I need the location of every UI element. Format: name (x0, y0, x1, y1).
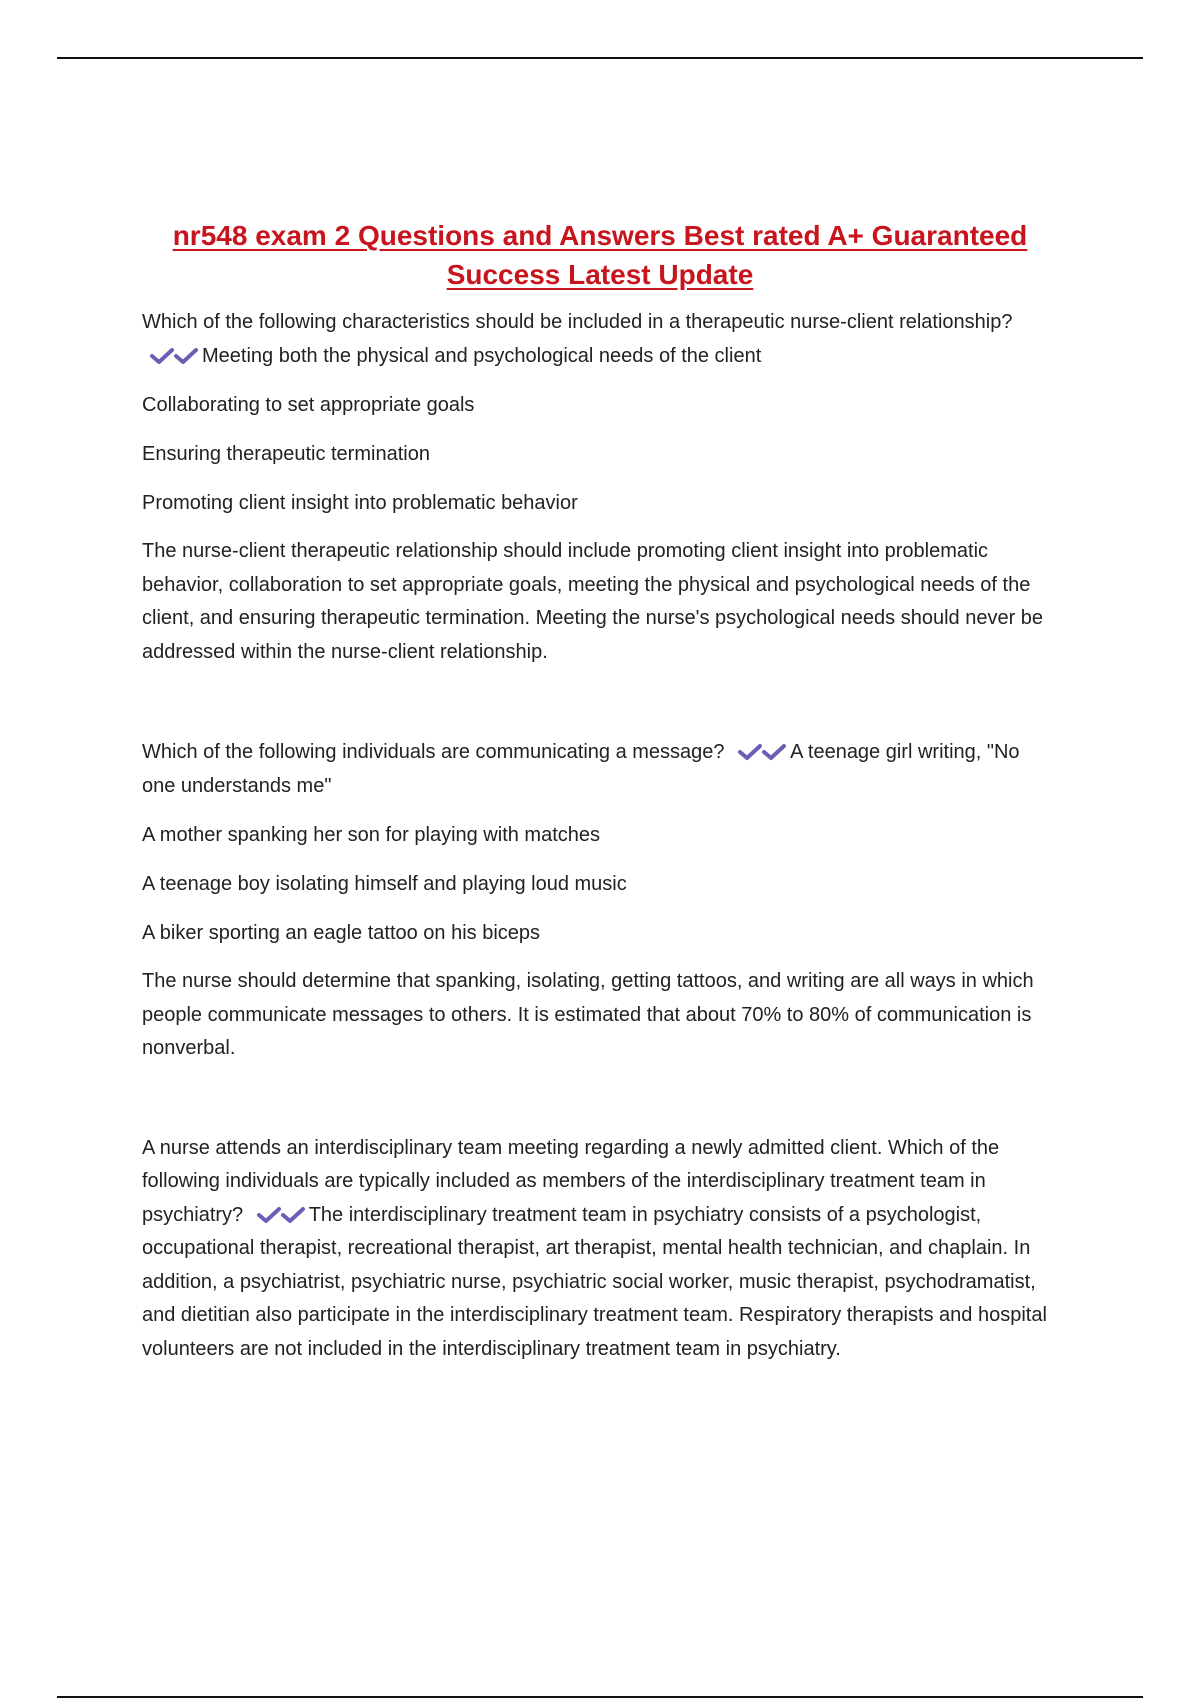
question-2-answer: A teenage girl writing, "No one understands me" (142, 741, 1020, 797)
question-1-answer: Meeting both the physical and psychological needs of the client (202, 345, 762, 367)
question-2-explanation: The nurse should determine that spanking, isolating, getting tattoos, and writing are all ways in which people communicate messages to others. It is estimated that about 70% to 80% of communication is nonverbal. (142, 970, 1034, 1059)
check-icon (738, 743, 762, 761)
check-icon (150, 347, 174, 365)
question-1-option: Collaborating to set appropriate goals (142, 394, 475, 416)
question-2-option: A biker sporting an eagle tattoo on his biceps (142, 922, 541, 944)
question-1-explanation: The nurse-client therapeutic relationship should include promoting client insight into problematic behavior, collaboration to set appropriate goals, meeting the physical and psychological needs of the client, and ensuring therapeutic termination. Meeting the nurse's psychological needs should never be addressed within the nurse-client relationship. (142, 540, 1044, 663)
answer-checkmarks (738, 735, 786, 769)
question-2 (142, 735, 1057, 803)
question-2-option: A mother spanking her son for playing with matches (142, 824, 601, 846)
top-rule (57, 57, 1143, 59)
section-spacer (142, 684, 1057, 735)
section-spacer (142, 1081, 1057, 1132)
question-1-text: Which of the following characteristics should be included in a therapeutic nurse-client relationship? (142, 311, 1013, 333)
question-3 (142, 1132, 1057, 1367)
question-2-text: Which of the following individuals are communicating a message? (142, 741, 725, 763)
document-title (130, 216, 1070, 294)
question-1 (142, 305, 1057, 373)
check-icon (257, 1206, 281, 1224)
title-line-2: Success Latest Update (446, 259, 754, 290)
question-2-option: A teenage boy isolating himself and playing loud music (142, 873, 627, 895)
check-icon (281, 1206, 305, 1224)
title-line-1: nr548 exam 2 Questions and Answers Best rated A+ Guaranteed (172, 220, 1028, 251)
bottom-rule (57, 1696, 1143, 1698)
check-icon (762, 743, 786, 761)
question-1-option: Ensuring therapeutic termination (142, 443, 430, 465)
answer-checkmarks (150, 339, 198, 373)
question-3-answer: The interdisciplinary treatment team in psychiatry consists of a psychologist, occupational therapist, recreational therapist, art therapist, mental health technician, and chaplain. In addition, a psychiatrist, psychiatric nurse, psychiatric social worker, music therapist, psychodramatist, and dietitian also participate in the interdisciplinary treatment team. Respiratory therapists and hospital volunteers are not included in the interdisciplinary treatment team in psychiatry. (142, 1203, 1047, 1360)
answer-checkmarks (257, 1199, 305, 1233)
document-body (142, 305, 1057, 1381)
check-icon (174, 347, 198, 365)
question-3-text: A nurse attends an interdisciplinary team meeting regarding a newly admitted client. Which of the following individuals are typically included as members of the interdisciplinary treatment team in psychiatry? (142, 1136, 1000, 1226)
question-1-option: Promoting client insight into problematic behavior (142, 492, 578, 514)
